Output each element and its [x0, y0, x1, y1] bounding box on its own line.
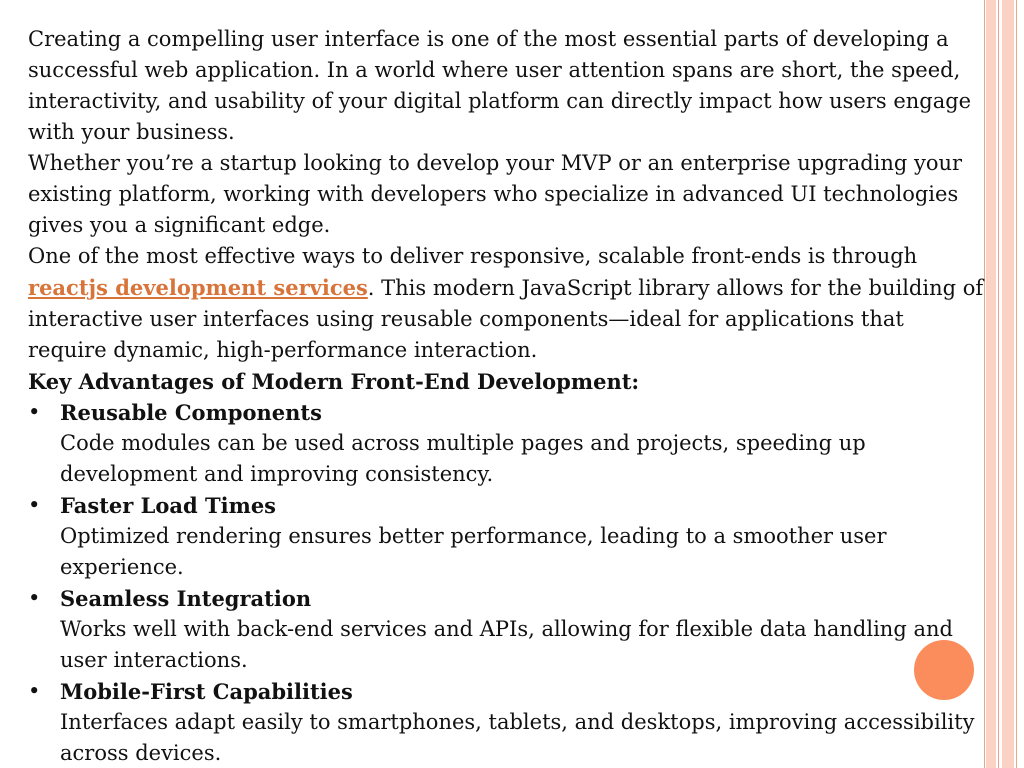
- advantage-item: [28, 397, 988, 490]
- bullet-icon: •: [28, 679, 41, 703]
- advantage-description: Interfaces adapt easily to smartphones, tablets, and desktops, improving accessibility across devices.: [60, 710, 975, 765]
- react-paragraph-text-after: . This modern JavaScript library allows for the building of interactive user interfaces using reusable components—ideal for applications that require dynamic, high-performance interaction.: [28, 276, 984, 362]
- advantage-title: Seamless Integration: [60, 586, 312, 611]
- react-paragraph: [28, 241, 988, 366]
- intro-paragraph: Creating a compelling user interface is one of the most essential parts of developing a successful web application. In a world where user attention spans are short, the speed, interactivity, and usability of your digital platform can directly impact how users engage with your business.: [28, 27, 972, 144]
- advantage-title: Mobile-First Capabilities: [60, 679, 353, 704]
- advantage-description: Works well with back-end services and APIs, allowing for flexible data handling and user interactions.: [60, 617, 953, 672]
- reactjs-services-link[interactable]: reactjs development services: [28, 275, 368, 300]
- bullet-icon: •: [28, 493, 41, 517]
- advantage-title: Reusable Components: [60, 400, 322, 425]
- startup-paragraph: Whether you’re a startup looking to develop your MVP or an enterprise upgrading your existing platform, working with developers who specialize in advanced UI technologies gives you a significant edge.: [28, 151, 963, 237]
- slide-content: [28, 24, 988, 768]
- decorative-circle-icon: [914, 640, 974, 700]
- advantages-heading: Key Advantages of Modern Front-End Development:: [28, 369, 640, 394]
- stripe-line: [998, 0, 999, 768]
- advantage-description: Optimized rendering ensures better performance, leading to a smoother user experience.: [60, 524, 887, 579]
- advantages-list: [28, 397, 988, 768]
- advantage-item: [28, 583, 988, 676]
- stripe: [1002, 0, 1014, 768]
- advantage-title: Faster Load Times: [60, 493, 277, 518]
- advantage-description: Code modules can be used across multiple pages and projects, speeding up development and improving consistency.: [60, 431, 866, 486]
- advantage-item: [28, 490, 988, 583]
- react-paragraph-text-before: One of the most effective ways to deliver responsive, scalable front-ends is through: [28, 244, 918, 268]
- bullet-icon: •: [28, 586, 41, 610]
- stripe-line: [1016, 0, 1017, 768]
- bullet-icon: •: [28, 400, 41, 424]
- advantage-item: [28, 676, 988, 768]
